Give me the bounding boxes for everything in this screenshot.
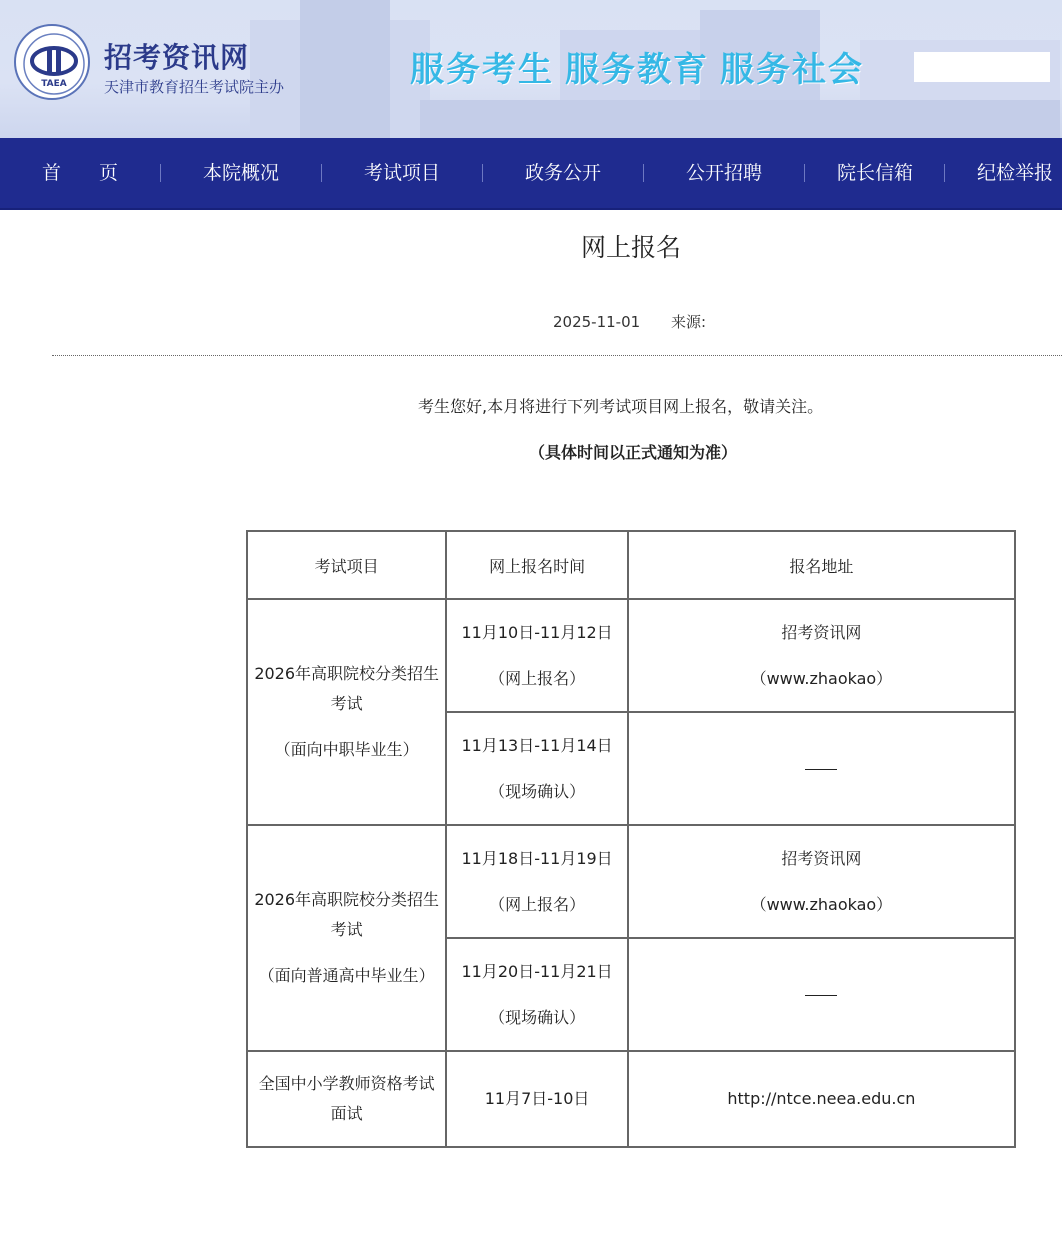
- time-cell: [446, 825, 627, 938]
- time-type: （网上报名）: [489, 668, 586, 688]
- article-meta: [553, 311, 706, 332]
- banner-building: [420, 100, 1060, 138]
- banner-white-box: [914, 52, 1050, 82]
- slogan-3: 服务社会: [720, 50, 864, 90]
- main-nav: [0, 138, 1062, 210]
- time-cell: [446, 712, 627, 825]
- nav-separator: [321, 164, 322, 182]
- time-type: （现场确认）: [489, 781, 586, 801]
- nav-item-recruitment[interactable]: 公开招聘: [686, 162, 763, 184]
- project-target: （面向普通高中毕业生）: [258, 966, 435, 985]
- nav-item-exams[interactable]: 考试项目: [364, 162, 441, 184]
- project-target: （面向中职毕业生）: [274, 740, 419, 759]
- address-site[interactable]: 招考资讯网: [781, 622, 862, 642]
- time-type: （网上报名）: [489, 894, 586, 914]
- table-header-row: [247, 531, 1015, 599]
- slogan-2: 服务教育: [565, 50, 709, 90]
- address-cell: [628, 938, 1015, 1051]
- time-type: （现场确认）: [489, 1007, 586, 1027]
- project-cell: [247, 599, 446, 825]
- address-url[interactable]: （www.zhaokao）: [750, 668, 893, 688]
- nav-separator: [804, 164, 805, 182]
- nav-item-about[interactable]: 本院概况: [203, 162, 280, 184]
- site-banner: [0, 0, 1062, 138]
- site-subtitle: 天津市教育招生考试院主办: [104, 78, 285, 96]
- time-range: 11月13日-11月14日: [461, 735, 613, 755]
- address-cell: [628, 825, 1015, 938]
- project-name: 2026年高职院校分类招生考试: [254, 890, 440, 939]
- table-row: [247, 1051, 1015, 1147]
- time-range: 11月18日-11月19日: [461, 848, 613, 868]
- nav-separator: [160, 164, 161, 182]
- empty-dash: [805, 995, 837, 996]
- time-range: 11月10日-11月12日: [461, 622, 613, 642]
- site-logo[interactable]: [14, 24, 90, 100]
- time-cell: [446, 938, 627, 1051]
- project-cell: [247, 825, 446, 1051]
- time-range: 11月20日-11月21日: [461, 961, 613, 981]
- logo-text: TAEA: [41, 79, 67, 89]
- article-date: 2025-11-01: [553, 313, 641, 331]
- address-site[interactable]: 招考资讯网: [781, 848, 862, 868]
- address-cell: [628, 712, 1015, 825]
- nav-item-government[interactable]: 政务公开: [525, 162, 602, 184]
- header-cell-address: 报名地址: [628, 531, 1015, 599]
- project-name: 2026年高职院校分类招生考试: [254, 664, 440, 713]
- dotted-divider: [52, 355, 1062, 356]
- address-url[interactable]: http://ntce.neea.edu.cn: [727, 1089, 916, 1108]
- nav-item-report[interactable]: 纪检举报: [977, 162, 1054, 184]
- article-title: 网上报名: [580, 233, 681, 262]
- table-row: [247, 825, 1015, 938]
- project-cell: [247, 1051, 446, 1147]
- header-cell-time: 网上报名时间: [446, 531, 627, 599]
- project-name: 全国中小学教师资格考试面试: [258, 1074, 435, 1123]
- time-cell: [446, 599, 627, 712]
- address-cell: [628, 599, 1015, 712]
- article-intro: 考生您好,本月将进行下列考试项目网上报名，敬请关注。: [418, 397, 824, 416]
- registration-table: [246, 530, 1016, 1148]
- slogan-1: 服务考生: [410, 50, 554, 90]
- article-source-label: 来源:: [670, 313, 707, 331]
- nav-separator: [944, 164, 945, 182]
- site-title[interactable]: 招考资讯网: [104, 41, 250, 74]
- banner-building: [300, 0, 390, 138]
- time-range: 11月7日-10日: [484, 1089, 590, 1108]
- table-row: [247, 599, 1015, 712]
- nav-separator: [643, 164, 644, 182]
- time-cell: [446, 1051, 627, 1147]
- address-url[interactable]: （www.zhaokao）: [750, 894, 893, 914]
- nav-separator: [482, 164, 483, 182]
- header-cell-project: 考试项目: [247, 531, 446, 599]
- nav-item-mailbox[interactable]: 院长信箱: [837, 162, 914, 184]
- empty-dash: [805, 769, 837, 770]
- article-note: （具体时间以正式通知为准）: [529, 443, 738, 462]
- nav-item-home[interactable]: 首 页: [42, 162, 119, 184]
- address-cell: [628, 1051, 1015, 1147]
- taea-emblem-icon: [16, 26, 92, 102]
